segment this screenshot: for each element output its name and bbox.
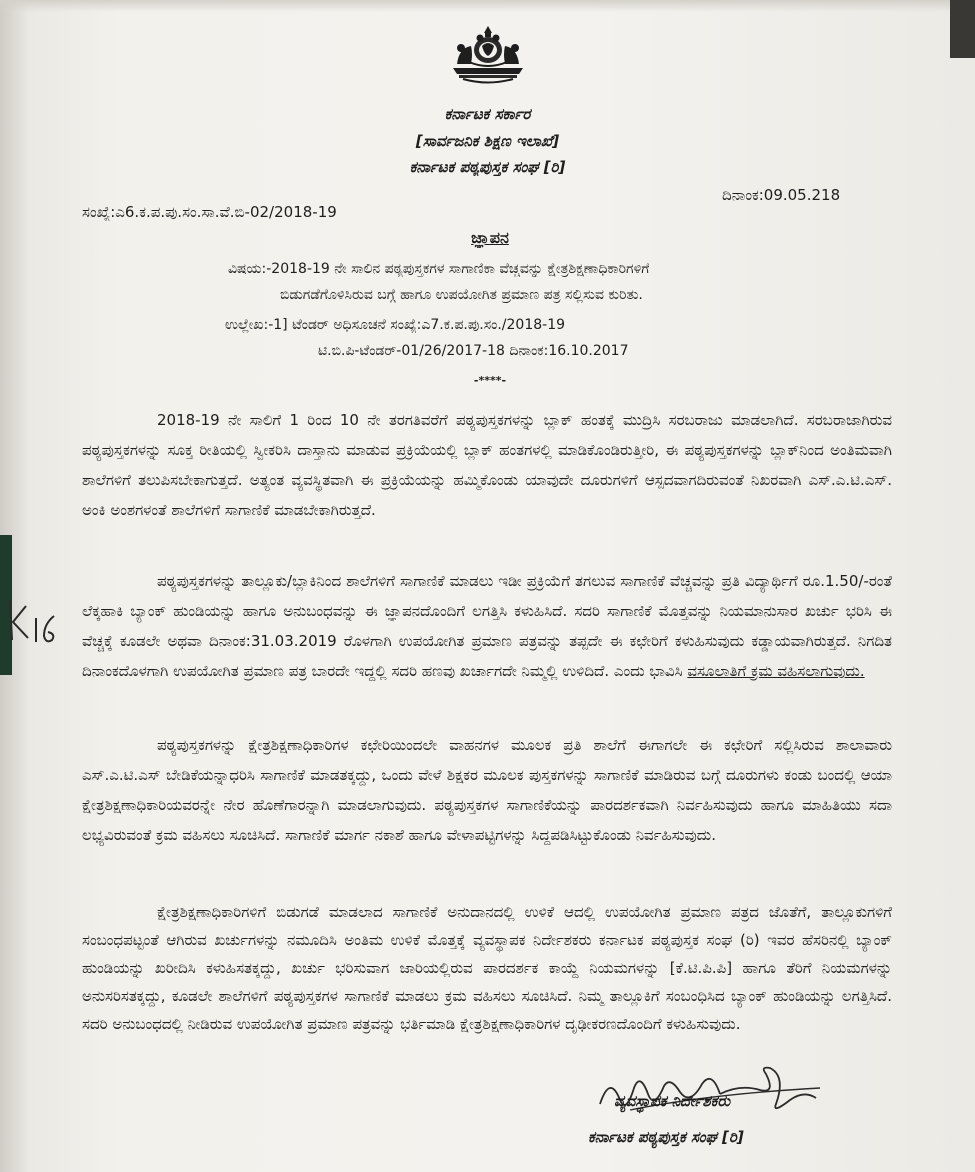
state-emblem-icon xyxy=(449,24,527,86)
body-paragraph-3: ಪಠ್ಯಪುಸ್ತಕಗಳನ್ನು ಕ್ಷೇತ್ರಶಿಕ್ಷಣಾಧಿಕಾರಿಗಳ ಕಛೇರಿಯಿಂದಲೇ ವಾಹನಗಳ ಮೂಲಕ ಪ್ರತಿ ಶಾಲೆಗೆ ಈಗಾಗಲೇ ಈ ಕಛೇರಿಗೆ ಸಲ್ಲಿಸಿರುವ ಶಾಲಾವಾರು ಎಸ್.ಎ.ಟಿ.ಎಸ್ ಬೇಡಿಕೆಯನ್ನಾಧರಿಸಿ ಸಾಗಾಣಿಕೆ ಮಾಡತಕ್ಕದ್ದು, ಒಂದು ವೇಳೆ ಶಿಕ್ಷಕರ ಮೂಲಕ ಪುಸ್ತಕಗಳನ್ನು ಸಾಗಾಣಿಕೆ ಮಾಡಿರುವ ಬಗ್ಗೆ ದೂರುಗಳು ಕಂಡು ಬಂದಲ್ಲಿ ಆಯಾ ಕ್ಷೇತ್ರಶಿಕ್ಷಣಾಧಿಕಾರಿಯವರನ್ನೇ ನೇರ ಹೊಣೆಗಾರನ್ನಾಗಿ ಮಾಡಲಾಗುವುದು. ಪಠ್ಯಪುಸ್ತಕಗಳ ಸಾಗಾಣಿಕೆಯನ್ನು ಪಾರದರ್ಶಕವಾಗಿ ನಿರ್ವಹಿಸುವುದು ಹಾಗೂ ಮಾಹಿತಿಯು ಸದಾ ಲಭ್ಯವಿರುವಂತೆ ಕ್ರಮ ವಹಿಸಲು ಸೂಚಿಸಿದೆ. ಸಾಗಾಣಿಕೆ ಮಾರ್ಗ ನಕಾಶೆ ಹಾಗೂ ವೇಳಾಪಟ್ಟಿಗಳನ್ನು ಸಿದ್ದಪಡಿಸಿಟ್ಟುಕೊಂಡು ನಿರ್ವಹಿಸುವುದು. xyxy=(82,736,892,844)
organization-name: ಕರ್ನಾಟಕ ಪಠ್ಯಪುಸ್ತಕ ಸಂಘ [ರಿ] xyxy=(409,158,566,176)
scan-corner-shadow xyxy=(950,0,975,58)
reference-number: ಸಂಖ್ಯೆ:ಎ6.ಕ.ಪ.ಪು.ಸಂ.ಸಾ.ವೆ.ಬಿ-02/2018-19 xyxy=(82,203,337,221)
scan-top-shadow xyxy=(0,0,975,12)
memo-date: ದಿನಾಂಕ:09.05.218 xyxy=(722,186,841,204)
body-paragraph-2 xyxy=(82,566,892,728)
section-separator: -****- xyxy=(473,374,507,387)
signatory-designation: ವ್ಯವಸ್ಥಾಪಕ ನಿರ್ದೇಶಕರು xyxy=(614,1092,731,1110)
department-name: [ಸಾರ್ವಜನಿಕ ಶಿಕ್ಷಣ ಇಲಾಖೆ] xyxy=(415,132,560,150)
body-paragraph-2-underlined: ವಸೂಲಾತಿಗೆ ಕ್ರಮ ವಹಿಸಲಾಗುವುದು. xyxy=(687,662,865,680)
reference-line-2: ಟಿ.ಬಿ.ಪಿ-ಟೆಂಡರ್-01/26/2017-18 ದಿನಾಂಕ:16.10.2017 xyxy=(318,343,629,359)
body-paragraph-4: ಕ್ಷೇತ್ರಶಿಕ್ಷಣಾಧಿಕಾರಿಗಳಿಗೆ ಬಿಡುಗಡೆ ಮಾಡಲಾದ ಸಾಗಾಣಿಕೆ ಅನುದಾನದಲ್ಲಿ ಉಳಿಕೆ ಆದಲ್ಲಿ ಉಪಯೋಗಿತ ಪ್ರಮಾಣ ಪತ್ರದ ಜೊತೆಗೆ, ತಾಲ್ಲೂಕುಗಳಿಗೆ ಸಂಬಂಧಪಟ್ಟಂತೆ ಆಗಿರುವ ಖರ್ಚುಗಳನ್ನು ನಮೂದಿಸಿ ಅಂತಿಮ ಉಳಿಕೆ ಮೊತ್ತಕ್ಕೆ ವ್ಯವಸ್ಥಾಪಕ ನಿರ್ದೇಶಕರು ಕರ್ನಾಟಕ ಪಠ್ಯಪುಸ್ತಕ ಸಂಘ (ರಿ) ಇವರ ಹೆಸರಿನಲ್ಲಿ ಬ್ಯಾಂಕ್ ಹುಂಡಿಯನ್ನು ಖರೀದಿಸಿ ಕಳುಹಿಸತಕ್ಕದ್ದು, ಖರ್ಚು ಭರಿಸುವಾಗ ಜಾರಿಯಲ್ಲಿರುವ ಪಾರದರ್ಶಕ ಕಾಯ್ದೆ ನಿಯಮಗಳನ್ನು [ಕೆ.ಟಿ.ಪಿ.ಪಿ] ಹಾಗೂ ತೆರಿಗೆ ನಿಯಮಗಳನ್ನು ಅನುಸರಿಸತಕ್ಕದ್ದು, ಕೂಡಲೇ ಶಾಲೆಗಳಿಗೆ ಪಠ್ಯಪುಸ್ತಕಗಳ ಸಾಗಾಣಿಕೆ ಮಾಡಲು ಕ್ರಮ ವಹಿಸಲು ಸೂಚಿಸಿದೆ. ನಿಮ್ಮ ತಾಲ್ಲೂಕಿಗೆ ಸಂಬಂಧಿಸಿದ ಬ್ಯಾಂಕ್ ಹುಂಡಿಯನ್ನು ಲಗತ್ತಿಸಿದೆ. ಸದರಿ ಅನುಬಂಧದಲ್ಲಿ ನೀಡಿರುವ ಉಪಯೋಗಿತ ಪ್ರಮಾಣ ಪತ್ರವನ್ನು ಭರ್ತಿಮಾಡಿ ಕ್ಷೇತ್ರಶಿಕ್ಷಣಾಧಿಕಾರಿಗಳ ದೃಢೀಕರಣದೊಂದಿಗೆ ಕಳುಹಿಸುವುದು. xyxy=(82,903,892,1033)
handwritten-margin-note xyxy=(2,592,62,652)
reference-line-1: ಉಲ್ಲೇಖ:-1] ಟೆಂಡರ್ ಅಧಿಸೂಚನೆ ಸಂಖ್ಯೆ:ಎ7.ಕ.ಪ.ಪು.ಸಂ./2018-19 xyxy=(225,317,566,333)
signatory-organization: ಕರ್ನಾಟಕ ಪಠ್ಯಪುಸ್ತಕ ಸಂಘ [ರಿ] xyxy=(588,1128,744,1146)
memo-title: ಜ್ಞಾಪನ xyxy=(471,228,509,247)
body-paragraph-1: 2018-19 ನೇ ಸಾಲಿಗೆ 1 ರಿಂದ 10 ನೇ ತರಗತಿವರೆಗೆ ಪಠ್ಯಪುಸ್ತಕಗಳನ್ನು ಬ್ಲಾಕ್ ಹಂತಕ್ಕೆ ಮುದ್ರಿಸಿ ಸರಬರಾಜು ಮಾಡಲಾಗಿದೆ. ಸರಬರಾಜಾಗಿರುವ ಪಠ್ಯಪುಸ್ತಕಗಳನ್ನು ಸೂಕ್ತ ರೀತಿಯಲ್ಲಿ ಸ್ವೀಕರಿಸಿ ದಾಸ್ತಾನು ಮಾಡುವ ಪ್ರಕ್ರಿಯೆಯಲ್ಲಿ ಬ್ಲಾಕ್ ಹಂತಗಳಲ್ಲಿ ಮಾಡಿಕೊಂಡಿರುತ್ತೀರಿ, ಈ ಪಠ್ಯಪುಸ್ತಕಗಳನ್ನು ಬ್ಲಾಕ್‌ನಿಂದ ಅಂತಿಮವಾಗಿ ಶಾಲೆಗಳಿಗೆ ತಲುಪಿಸಬೇಕಾಗುತ್ತದೆ. ಅತ್ಯಂತ ವ್ಯವಸ್ಥಿತವಾಗಿ ಈ ಪ್ರಕ್ರಿಯೆಯನ್ನು ಹಮ್ಮಿಕೊಂಡು ಯಾವುದೇ ದೂರುಗಳಿಗೆ ಆಸ್ಪದವಾಗದಿರುವಂತೆ ನಿಖರವಾಗಿ ಎಸ್.ಎ.ಟಿ.ಎಸ್. ಅಂಕಿ ಅಂಶಗಳಂತೆ ಶಾಲೆಗಳಿಗೆ ಸಾಗಾಣಿಕೆ ಮಾಡಬೇಕಾಗಿರುತ್ತದೆ. xyxy=(82,411,892,519)
subject-line-2: ಬಿಡುಗಡೆಗೊಳಿಸಿರುವ ಬಗ್ಗೆ ಹಾಗೂ ಉಪಯೋಗಿತ ಪ್ರಮಾಣ ಪತ್ರ ಸಲ್ಲಿಸುವ ಕುರಿತು. xyxy=(280,287,643,303)
government-name: ಕರ್ನಾಟಕ ಸರ್ಕಾರ xyxy=(444,105,531,123)
subject-line-1: ವಿಷಯ:-2018-19 ನೇ ಸಾಲಿನ ಪಠ್ಯಪುಸ್ತಕಗಳ ಸಾಗಾಣಿಕಾ ವೆಚ್ಚವನ್ನು ಕ್ಷೇತ್ರಶಿಕ್ಷಣಾಧಿಕಾರಿಗಳಿಗೆ xyxy=(228,261,650,277)
body-paragraph-2-text: ಪಠ್ಯಪುಸ್ತಕಗಳನ್ನು ತಾಲ್ಲೂಕು/ಬ್ಲಾಕಿನಿಂದ ಶಾಲೆಗಳಿಗೆ ಸಾಗಾಣಿಕೆ ಮಾಡಲು ಇಡೀ ಪ್ರಕ್ರಿಯೆಗೆ ತಗಲುವ ಸಾಗಾಣಿಕೆ ವೆಚ್ಚವನ್ನು ಪ್ರತಿ ವಿದ್ಯಾರ್ಥಿಗೆ ರೂ.1.50/-ರಂತೆ ಲೆಕ್ಕಹಾಕಿ ಬ್ಯಾಂಕ್ ಹುಂಡಿಯನ್ನು ಹಾಗೂ ಅನುಬಂಧವನ್ನು ಈ ಜ್ಞಾಪನದೊಂದಿಗೆ ಲಗತ್ತಿಸಿ ಕಳುಹಿಸಿದೆ. ಸದರಿ ಸಾಗಾಣಿಕೆ ಮೊತ್ತವನ್ನು ನಿಯಮಾನುಸಾರ ಖರ್ಚು ಭರಿಸಿ ಈ ವೆಚ್ಚಕ್ಕೆ ಕೂಡಲೇ ಅಥವಾ ದಿನಾಂಕ:31.03.2019 ರೊಳಗಾಗಿ ಉಪಯೋಗಿತ ಪ್ರಮಾಣ ಪತ್ರವನ್ನು ತಪ್ಪದೇ ಈ ಕಛೇರಿಗೆ ಕಳುಹಿಸುವುದು ಕಡ್ಡಾಯವಾಗಿರುತ್ತದೆ. ನಿಗದಿತ ದಿನಾಂಕದೊಳಗಾಗಿ ಉಪಯೋಗಿತ ಪ್ರಮಾಣ ಪತ್ರ ಬಾರದೇ ಇದ್ದಲ್ಲಿ ಸದರಿ ಹಣವು ಖರ್ಚಾಗದೇ ನಿಮ್ಮಲ್ಲಿ ಉಳಿದಿದೆ. ಎಂದು ಭಾವಿಸಿ xyxy=(82,572,892,680)
